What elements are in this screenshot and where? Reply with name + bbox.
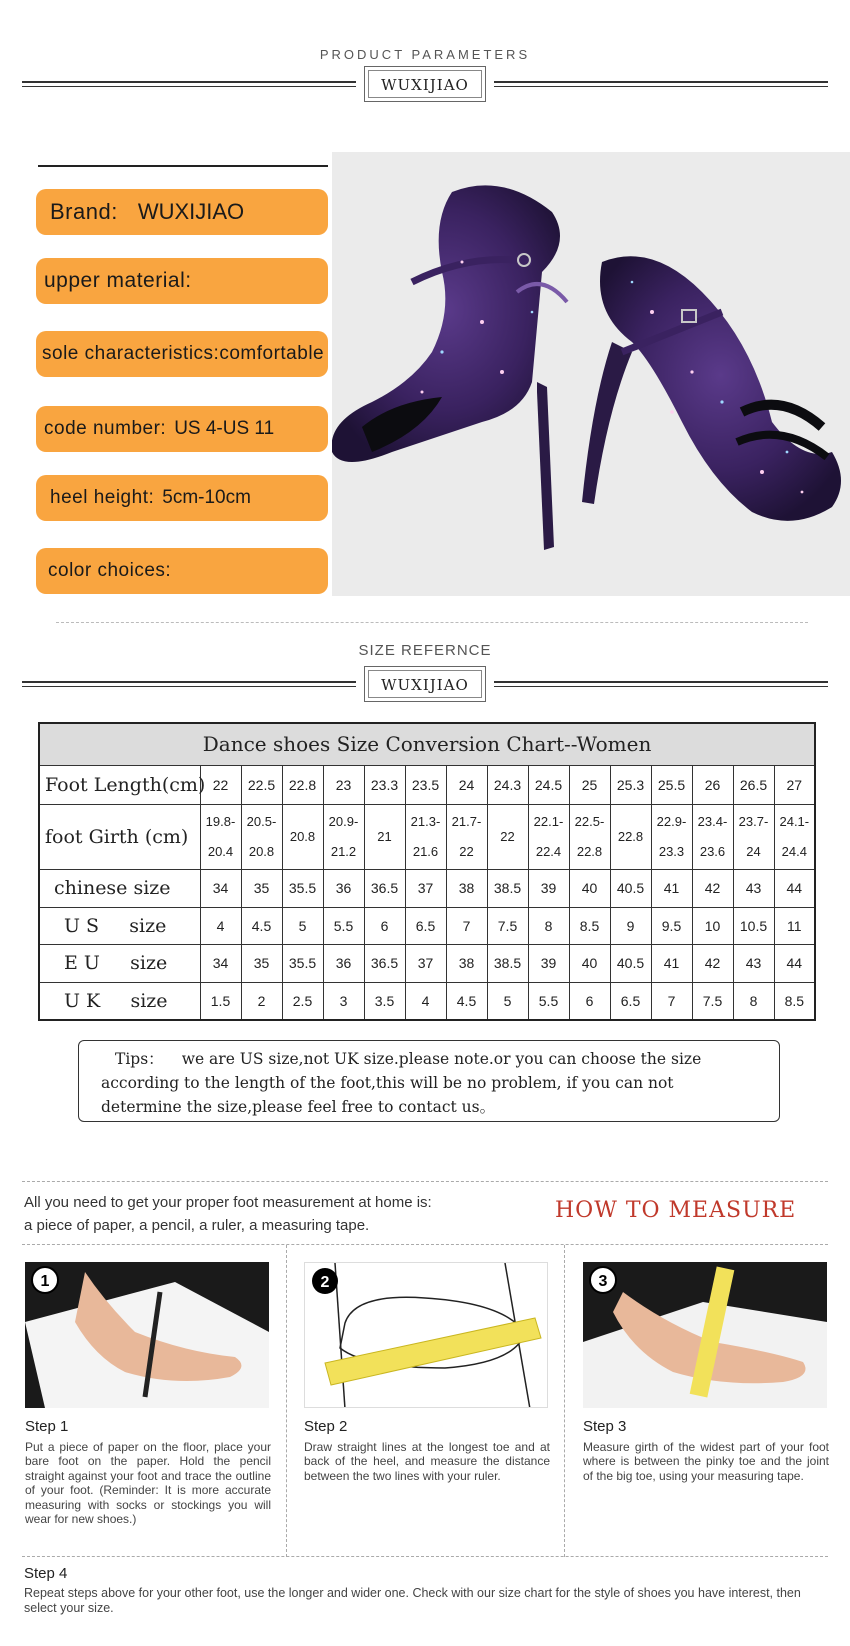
girth-single: 20.8 [289,828,316,844]
girth-min: 23.7- [738,813,769,829]
param-brand-label: Brand: [50,199,118,224]
foot-length-cell: 25.3 [610,765,651,804]
chinese-size-cell: 36 [323,869,364,907]
chinese-size-label: chinese size [39,869,200,907]
girth-max: 22 [459,843,474,859]
tips-box [78,1040,780,1122]
step-2-title: Step 2 [304,1418,348,1435]
chinese-size-cell: 41 [651,869,692,907]
uk-size-cell: 2 [241,982,282,1020]
brand-badge-text: WUXIJIAO [368,70,482,98]
us-size-cell: 8.5 [569,907,610,944]
chinese-size-cell: 42 [692,869,733,907]
header-rule-right [494,81,828,87]
size-header-rule-left [22,681,356,687]
size-brand-badge [364,666,486,702]
chinese-size-cell: 44 [774,869,815,907]
measure-intro-line1: All you need to get your proper foot measurement at home is: [24,1194,432,1211]
uk-size-cell: 8 [733,982,774,1020]
measure-intro [24,1191,432,1237]
girth-max: 22.4 [535,843,562,859]
girth-min: 20.5- [246,813,277,829]
measure-divider-v1 [286,1245,287,1557]
uk-size-cell: 5 [487,982,528,1020]
tips-label: Tips： [115,1050,164,1068]
foot-girth-cell [569,804,610,869]
left-shoe-heel [537,382,554,550]
girth-max: 20.4 [207,843,234,859]
chinese-size-cell: 43 [733,869,774,907]
foot-girth-cell [692,804,733,869]
uk-size-cell: 4 [405,982,446,1020]
param-brand-value: WUXIJIAO [137,199,245,224]
measure-divider-v2 [564,1245,565,1557]
param-color-choices [36,548,328,594]
foot-length-cell: 25.5 [651,765,692,804]
girth-single: 21 [377,828,392,844]
step-2-photo [304,1262,548,1408]
uk-size-cell: 4.5 [446,982,487,1020]
right-shoe-heel [582,342,632,504]
foot-length-cell: 23 [323,765,364,804]
param-code-number [36,406,328,452]
step-2-body: Draw straight lines at the longest toe and at back of the heel, and measure the distance between the two lines with your ruler. [304,1440,550,1483]
step-3-number: 3 [598,1273,608,1290]
eu-size-cell: 43 [733,944,774,982]
chinese-size-row [39,869,815,907]
foot-girth-cell [200,804,241,869]
girth-max: 20.8 [248,843,275,859]
uk-size-cell: 3 [323,982,364,1020]
foot-girth-cell [774,804,815,869]
us-size-cell: 8 [528,907,569,944]
girth-max: 24.4 [781,843,807,859]
foot-length-cell: 24 [446,765,487,804]
eu-size-cell: 38.5 [487,944,528,982]
tips-text: we are US size,not UK size.please note.or you can choose the size according to the length of the foot,this will be no problem, if you can not determine the size,please feel free to contact us。 [101,1050,702,1116]
product-parameters-caption: PRODUCT PARAMETERS [319,47,531,62]
param-heel-height [36,475,328,521]
girth-max: 21.6 [412,843,439,859]
us-size-cell: 11 [774,907,815,944]
us-size-cell: 6 [364,907,405,944]
size-brand-badge-text: WUXIJIAO [368,670,482,698]
foot-length-row [39,765,815,804]
size-conversion-table [38,722,816,1021]
size-chart-title-row [39,723,815,765]
foot-length-cell: 22 [200,765,241,804]
foot-girth-cell [405,804,446,869]
us-size-cell: 5 [282,907,323,944]
foot-girth-cell [323,804,364,869]
girth-min: 22.9- [656,813,687,829]
eu-size-cell: 38 [446,944,487,982]
size-chart-title: Dance shoes Size Conversion Chart--Women [39,723,815,765]
param-heel-height-label: heel height: [50,487,155,508]
size-reference-caption: SIZE REFERNCE [358,642,492,659]
measure-divider-top [22,1244,828,1245]
shoe-product-photo [332,152,850,596]
foot-girth-cell [651,804,692,869]
foot-girth-label: foot Girth (cm) [39,804,200,869]
parameters-top-line [38,165,328,167]
foot-length-label: Foot Length(cm) [39,765,200,804]
param-brand [36,189,328,235]
eu-size-cell: 40.5 [610,944,651,982]
uk-size-label: U K size [39,982,200,1020]
eu-size-cell: 40 [569,944,610,982]
foot-girth-cell [528,804,569,869]
foot-length-cell: 22.5 [241,765,282,804]
eu-size-cell: 36 [323,944,364,982]
foot-girth-cell [241,804,282,869]
eu-size-cell: 37 [405,944,446,982]
step-1-title: Step 1 [25,1418,69,1435]
eu-size-row [39,944,815,982]
brand-badge [364,66,486,102]
step-3-illustration [583,1262,827,1408]
foot-girth-cell [610,804,651,869]
chinese-size-cell: 40.5 [610,869,651,907]
foot-girth-row [39,804,815,869]
uk-size-cell: 2.5 [282,982,323,1020]
how-to-measure-title: HOW TO MEASURE [555,1198,797,1223]
measure-intro-line2: a piece of paper, a pencil, a ruler, a measuring tape. [24,1217,370,1234]
eu-size-cell: 36.5 [364,944,405,982]
us-size-cell: 10 [692,907,733,944]
step-3-photo [583,1262,827,1408]
foot-length-cell: 23.5 [405,765,446,804]
foot-length-cell: 26.5 [733,765,774,804]
step-4-body: Repeat steps above for your other foot, use the longer and wider one. Check with our size chart for the style of shoes you have interest, then select your size. [24,1586,801,1615]
foot-length-cell: 24.5 [528,765,569,804]
us-size-cell: 9.5 [651,907,692,944]
girth-max: 21.2 [330,843,357,859]
girth-max: 22.8 [576,843,603,859]
chinese-size-cell: 38 [446,869,487,907]
us-size-cell: 5.5 [323,907,364,944]
uk-size-cell: 5.5 [528,982,569,1020]
girth-single: 22.8 [617,828,644,844]
param-sole-label: sole characteristics:comfortable [42,343,325,364]
us-size-cell: 7 [446,907,487,944]
girth-min: 21.3- [410,813,441,829]
girth-max: 23.6 [699,843,726,859]
girth-single: 22 [500,828,515,844]
us-size-label: U S size [39,907,200,944]
step-3-title: Step 3 [583,1418,627,1435]
eu-size-cell: 34 [200,944,241,982]
girth-max: 23.3 [658,843,685,859]
param-code-number-label: code number: [44,418,167,439]
measure-divider-bottom [22,1556,828,1557]
eu-size-cell: 39 [528,944,569,982]
eu-size-cell: 41 [651,944,692,982]
param-color-choices-label: color choices: [48,560,172,581]
chinese-size-cell: 34 [200,869,241,907]
uk-size-cell: 7 [651,982,692,1020]
right-shoe-body [600,256,841,521]
foot-length-cell: 27 [774,765,815,804]
foot-girth-cell [364,804,405,869]
chinese-size-cell: 39 [528,869,569,907]
shoe-illustration [332,152,850,596]
uk-size-cell: 6.5 [610,982,651,1020]
girth-min: 22.5- [574,813,605,829]
uk-size-cell: 1.5 [200,982,241,1020]
step-1-illustration [25,1262,269,1408]
foot-girth-cell [446,804,487,869]
param-code-number-value: US 4-US 11 [174,418,275,439]
us-size-cell: 10.5 [733,907,774,944]
uk-size-row [39,982,815,1020]
us-size-cell: 6.5 [405,907,446,944]
us-size-row [39,907,815,944]
eu-size-cell: 44 [774,944,815,982]
foot-length-cell: 22.8 [282,765,323,804]
param-sole [36,331,328,377]
us-size-cell: 4 [200,907,241,944]
uk-size-cell: 8.5 [774,982,815,1020]
param-upper-material-label: upper material: [44,269,192,292]
step-1-body: Put a piece of paper on the floor, place your bare foot on the paper. Hold the pencil straight against your foot and trace the outline of your foot. (Reminder: It is more accurate measuring with socks or stockings you will wear for new shoes.) [25,1440,271,1527]
header-rule-left [22,81,356,87]
step-2-illustration [305,1263,548,1408]
eu-size-cell: 35.5 [282,944,323,982]
girth-min: 21.7- [451,813,482,829]
chinese-size-cell: 38.5 [487,869,528,907]
step-2-number: 2 [320,1274,330,1291]
chinese-size-cell: 35 [241,869,282,907]
eu-size-label: E U size [39,944,200,982]
eu-size-cell: 42 [692,944,733,982]
uk-size-cell: 7.5 [692,982,733,1020]
foot-length-cell: 24.3 [487,765,528,804]
size-header-rule-right [494,681,828,687]
chinese-size-cell: 37 [405,869,446,907]
step-1-photo [25,1262,269,1408]
step-3-body: Measure girth of the widest part of your foot where is between the pinky toe and the joint of the big toe, using your measuring tape. [583,1440,829,1483]
uk-size-cell: 3.5 [364,982,405,1020]
section-divider [56,622,808,623]
chinese-size-cell: 40 [569,869,610,907]
uk-size-cell: 6 [569,982,610,1020]
girth-min: 20.9- [328,813,359,829]
girth-min: 19.8- [205,813,236,829]
girth-min: 23.4- [697,813,728,829]
us-size-cell: 9 [610,907,651,944]
foot-girth-cell [487,804,528,869]
eu-size-cell: 35 [241,944,282,982]
param-upper-material [36,258,328,304]
girth-min: 22.1- [533,813,564,829]
chinese-size-cell: 36.5 [364,869,405,907]
chinese-size-cell: 35.5 [282,869,323,907]
step-1-number: 1 [40,1273,50,1290]
foot-girth-cell [733,804,774,869]
girth-max: 24 [746,843,761,859]
left-shoe-body [332,185,560,462]
foot-length-cell: 26 [692,765,733,804]
foot-girth-cell [282,804,323,869]
us-size-cell: 7.5 [487,907,528,944]
us-size-cell: 4.5 [241,907,282,944]
foot-length-cell: 23.3 [364,765,405,804]
param-heel-height-value: 5cm-10cm [162,487,251,508]
girth-min: 24.1- [779,813,810,829]
step-4-title: Step 4 [24,1565,68,1582]
foot-length-cell: 25 [569,765,610,804]
